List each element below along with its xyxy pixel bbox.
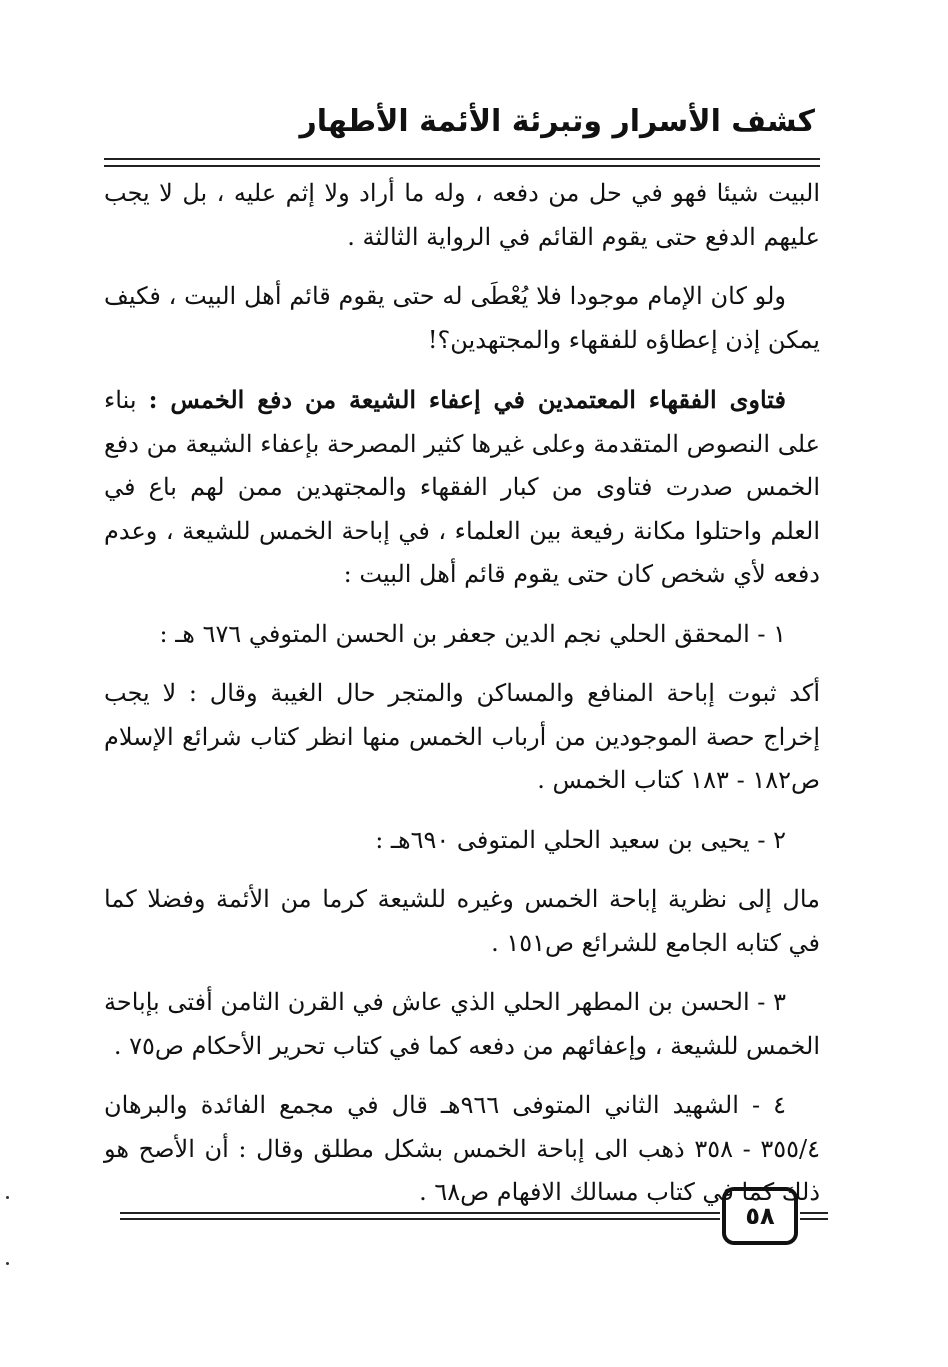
running-header-title: كشف الأسرار وتبرئة الأئمة الأطهار [299, 104, 815, 139]
footer-double-rule-right [800, 1212, 828, 1220]
paragraph-2: ولو كان الإمام موجودا فلا يُعْطَى له حتى يقوم قائم أهل البيت ، فكيف يمكن إذن إعطاؤه للفقهاء والمجتهدين؟! [104, 282, 820, 354]
list-item-2-body: مال إلى نظرية إباحة الخمس وغيره للشيعة كرما من الأئمة وفضلا كما في كتابه الجامع للشرائع ص١٥١ . [104, 885, 820, 957]
paragraph-3 [104, 378, 820, 597]
section-heading: فتاوى الفقهاء المعتمدين في إعفاء الشيعة من دفع الخمس : [148, 385, 786, 414]
footer-double-rule-left [120, 1212, 720, 1220]
paragraph-1: البيت شيئا فهو في حل من دفعه ، وله ما أراد ولا إثم عليه ، بل لا يجب عليهم الدفع حتى يقوم القائم في الرواية الثالثة . [104, 179, 820, 251]
section-intro-text: بناء على النصوص المتقدمة وعلى غيرها كثير المصرحة بإعفاء الشيعة من دفع الخمس صدرت فتاوى من كبار الفقهاء والمجتهدين ممن لهم باع في العلم واحتلوا مكانة رفيعة بين العلماء ، في إباحة الخمس للشيعة ، وعدم دفعه لأي شخص كان حتى يقوم قائم أهل البيت : [104, 386, 820, 588]
page-footer [120, 1183, 828, 1253]
body-text [104, 172, 820, 1231]
list-item-2-title: ٢ - يحيى بن سعيد الحلي المتوفى ٦٩٠هـ : [375, 825, 786, 854]
scan-speck [6, 1262, 9, 1265]
list-item-1-title: ١ - المحقق الحلي نجم الدين جعفر بن الحسن المتوفي ٦٧٦ هـ : [159, 619, 786, 648]
list-item-1-body: أكد ثبوت إباحة المنافع والمساكن والمتجر حال الغيبة وقال : لا يجب إخراج حصة الموجودين من أرباب الخمس منها انظر كتاب شرائع الإسلام ص١٨٢ - ١٨٣ كتاب الخمس . [104, 679, 820, 794]
page-number: ٥٨ [722, 1187, 798, 1245]
scan-speck [6, 1196, 9, 1199]
list-item-3: ٣ - الحسن بن المطهر الحلي الذي عاش في القرن الثامن أفتى بإباحة الخمس للشيعة ، وإعفائهم من دفعه كما في كتاب تحرير الأحكام ص٧٥ . [104, 988, 820, 1060]
header-double-rule [104, 158, 820, 167]
list-item-4: ٤ - الشهيد الثاني المتوفى ٩٦٦هـ قال في مجمع الفائدة والبرهان ٣٥٥/٤ - ٣٥٨ ذهب الى إباحة الخمس بشكل مطلق وقال : أن الأصح هو ذلك كما في كتاب مسالك الافهام ص٦٨ . [104, 1091, 820, 1206]
